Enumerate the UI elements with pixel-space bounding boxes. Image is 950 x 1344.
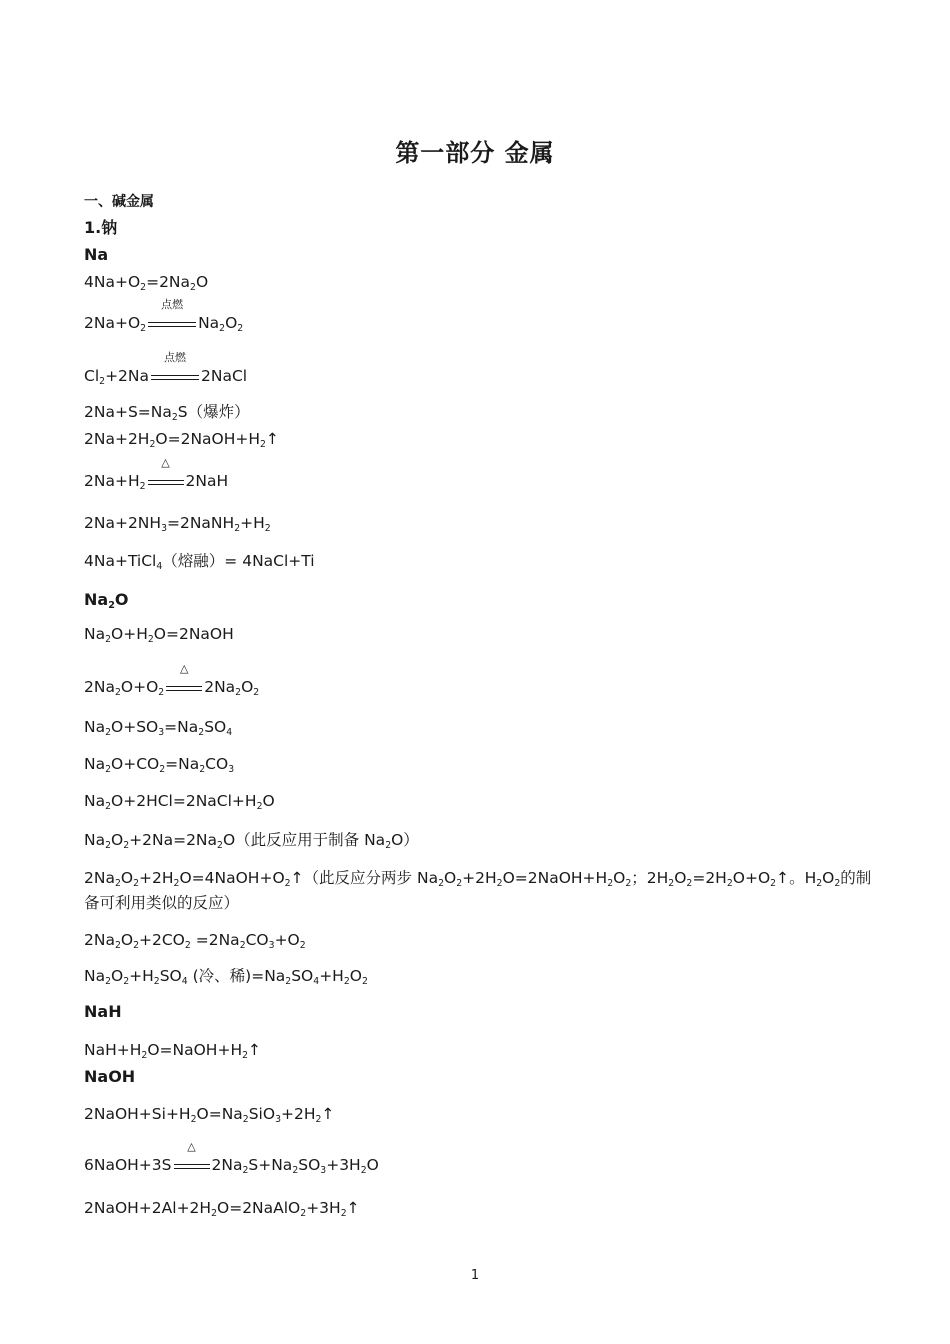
heading-nah: NaH	[84, 1002, 122, 1021]
heading-naoh: NaOH	[84, 1067, 136, 1086]
equation: $Na_2O_2+2Na=2Na_2O$（此反应用于制备 $Na_2O$）	[84, 831, 419, 851]
equation: $2Na+2H_2O=2NaOH+H_2↑$	[84, 430, 279, 450]
equation: $2NaOH+2Al+2H_2O=2NaAlO_2+3H_2↑$	[84, 1199, 360, 1219]
reaction-condition: △	[164, 677, 204, 697]
equation: $2Na+2NH_3=2NaNH_2+H_2$	[84, 514, 271, 534]
equation: $2Na_2O_2+2CO_2 =2Na_2CO_3+O_2$	[84, 931, 306, 951]
equation: $Na_2O_2+H_2SO_4$ (冷、稀)$=Na_2SO_4+H_2O_2$	[84, 967, 368, 987]
page-number: 1	[470, 1268, 480, 1283]
equation: $Na_2O+H_2O=2NaOH$	[84, 625, 234, 645]
subsection-heading: 1.钠	[84, 218, 118, 237]
equation: 4Na+TiCl$_4$（熔融）= 4NaCl+Ti	[84, 552, 315, 572]
equation: $Na_2O+SO_3=Na_2SO_4$	[84, 718, 233, 738]
heading-na: Na	[84, 245, 109, 264]
equation: $2Na_2O_2+2H_2O=4NaOH+O_2↑$（此反应分两步 $Na_2O_2+2H_2O=2NaOH+H_2O_2$；$2H_2O_2=2H_2O+O_2↑$。$H_2O_2$的制备可利用类似的反应）	[84, 869, 872, 912]
equation: $2Na_2O+O_2$ △ $2Na_2O_2$	[84, 662, 260, 698]
equation: $2Na+H_2$ △ 2NaH	[84, 456, 229, 492]
reaction-condition: △	[146, 471, 186, 491]
reaction-condition: △	[172, 1155, 212, 1175]
equation: 6NaOH+3S △ $2Na_2S+Na_2SO_3+3H_2O$	[84, 1140, 379, 1176]
page-title: 第一部分 金属	[395, 139, 555, 167]
reaction-condition: 点燃	[146, 313, 198, 333]
equation: $2Na+O_2$ 点燃 $Na_2O_2$	[84, 298, 244, 334]
equation: $4Na+O_2=2Na_2O$	[84, 273, 209, 293]
equation: $NaH+H_2O=NaOH+H_2↑$	[84, 1041, 262, 1061]
reaction-condition: 点燃	[149, 366, 201, 386]
heading-na2o: $Na_2O$	[84, 590, 129, 611]
equation: $2Na+S=Na_2S$（爆炸）	[84, 403, 250, 423]
equation: $Na_2O+2HCl=2NaCl+H_2O$	[84, 792, 275, 812]
equation: $Na_2O+CO_2=Na_2CO_3$	[84, 755, 235, 775]
equation: $2NaOH+Si+H_2O=Na_2SiO_3+2H_2↑$	[84, 1105, 335, 1125]
equation: $Cl_2+2Na$ 点燃 2NaCl	[84, 351, 248, 387]
section-heading: 一、碱金属	[84, 194, 154, 210]
